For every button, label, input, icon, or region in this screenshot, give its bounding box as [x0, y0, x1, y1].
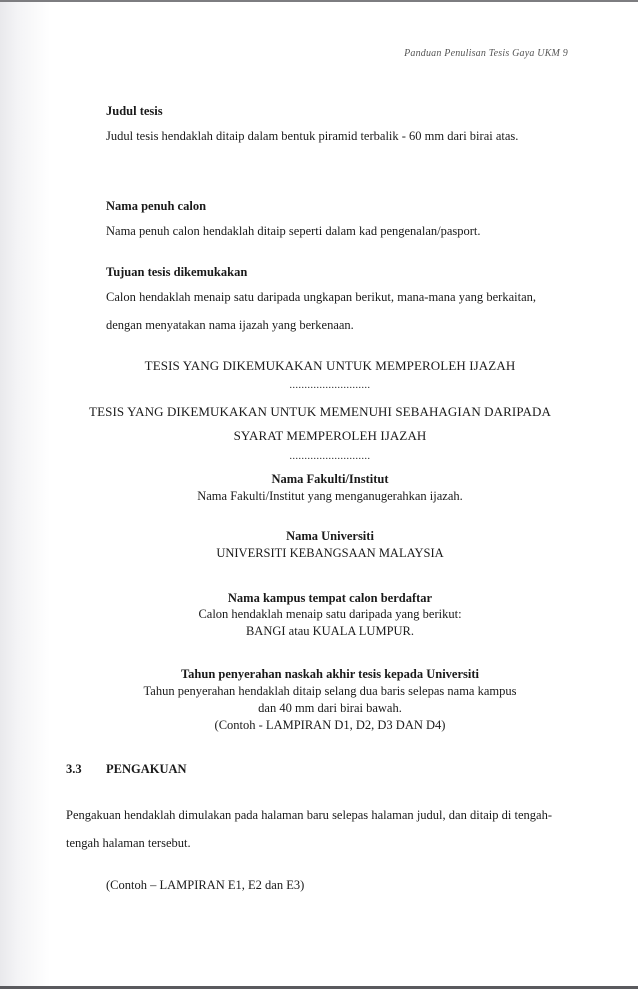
tahun-line3: (Contoh - LAMPIRAN D1, D2, D3 DAN D4): [214, 718, 446, 732]
kampus-heading: Nama kampus tempat calon berdaftar: [227, 591, 433, 605]
option1-line: TESIS YANG DIKEMUKAKAN UNTUK MEMPEROLEH IJAZAH: [144, 358, 516, 373]
option2-line1: TESIS YANG DIKEMUKAKAN UNTUK MEMENUHI SEBAHAGIAN DARIPADA: [89, 404, 551, 419]
tahun-line2: dan 40 mm dari birai bawah.: [258, 701, 402, 715]
fakulti-heading: Nama Fakulti/Institut: [271, 472, 389, 486]
option2-dots: ...........................: [289, 451, 371, 462]
fakulti-text: Nama Fakulti/Institut yang menganugerahkan ijazah.: [197, 489, 463, 503]
section-title: PENGAKUAN: [106, 762, 187, 776]
tujuan-heading: Tujuan tesis dikemukakan: [106, 265, 248, 279]
kampus-line2: BANGI atau KUALA LUMPUR.: [245, 624, 415, 638]
option2-line2: SYARAT MEMPEROLEH IJAZAH: [233, 428, 427, 443]
universiti-text: UNIVERSITI KEBANGSAAN MALAYSIA: [216, 546, 444, 560]
nama-calon-heading: Nama penuh calon: [106, 199, 207, 213]
universiti-heading: Nama Universiti: [286, 529, 374, 543]
section-number: 3.3: [66, 762, 82, 776]
running-header: Panduan Penulisan Tesis Gaya UKM 9: [404, 48, 568, 59]
tahun-line1: Tahun penyerahan hendaklah ditaip selang dua baris selepas nama kampus: [143, 684, 517, 698]
option1-dots: ...........................: [289, 380, 371, 391]
judul-text: Judul tesis hendaklah ditaip dalam bentuk piramid terbalik - 60 mm dari birai atas.: [106, 129, 519, 143]
tujuan-text: Calon hendaklah menaip satu daripada ungkapan berikut, mana-mana yang berkaitan, dengan menyatakan nama ijazah yang berkenaan.: [106, 290, 536, 332]
pengakuan-example: (Contoh – LAMPIRAN E1, E2 dan E3): [106, 878, 305, 892]
judul-heading: Judul tesis: [106, 104, 163, 118]
kampus-line1: Calon hendaklah menaip satu daripada yang berikut:: [198, 607, 462, 621]
tahun-heading: Tahun penyerahan naskah akhir tesis kepada Universiti: [180, 667, 479, 681]
pengakuan-text: Pengakuan hendaklah dimulakan pada halaman baru selepas halaman judul, dan ditaip di tengah-tengah halaman tersebut.: [66, 808, 552, 850]
nama-calon-text: Nama penuh calon hendaklah ditaip seperti dalam kad pengenalan/pasport.: [106, 224, 481, 238]
